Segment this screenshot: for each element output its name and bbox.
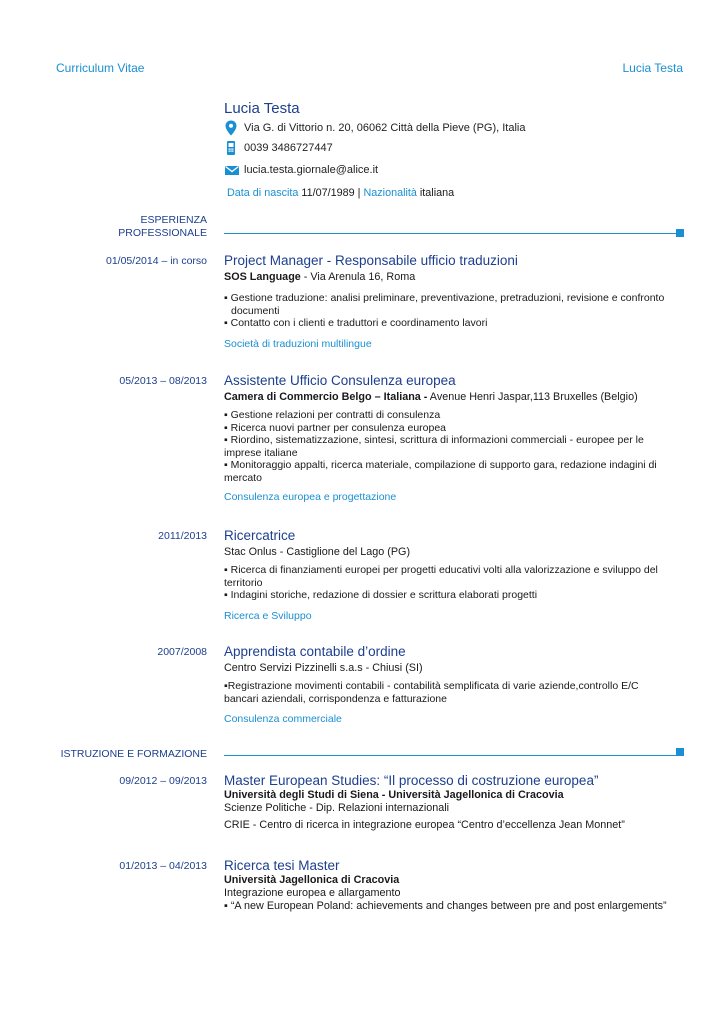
entry-research-center: CRIE - Centro di ricerca in integrazione europea “Centro d’eccellenza Jean Monnet” bbox=[224, 819, 625, 831]
section-rule-marker bbox=[676, 748, 684, 756]
nationality-label: Nazionalità bbox=[363, 187, 417, 199]
bullet: ▪ Indagini storiche, redazione di dossier e scrittura elaborati progetti bbox=[224, 589, 538, 601]
experience-entry bbox=[224, 527, 684, 622]
section-rule bbox=[224, 233, 676, 234]
entry-organization: Centro Servizi Pizzinelli s.a.s - Chiusi (SI) bbox=[224, 662, 423, 674]
entry-faculty: Scienze Politiche - Dip. Relazioni internazionali bbox=[224, 802, 450, 814]
bullet-continuation: territorio bbox=[224, 576, 263, 589]
education-entry bbox=[224, 772, 704, 832]
header-right-label: Lucia Testa bbox=[622, 61, 683, 75]
address-row bbox=[224, 120, 525, 136]
location-pin-icon bbox=[224, 120, 240, 136]
bullet: ▪ Gestione traduzione: analisi preliminare, preventivazione, pretraduzioni, revisione e confronto bbox=[224, 292, 665, 304]
entry-sector: Consulenza commerciale bbox=[224, 713, 342, 725]
section-rule-marker bbox=[676, 229, 684, 237]
separator: | bbox=[357, 187, 361, 199]
header-left-label: Curriculum Vitae bbox=[56, 61, 145, 75]
bullet: ▪ Riordino, sistematizzazione, sintesi, scrittura di informazioni commerciali - europee per le bbox=[224, 434, 644, 446]
entry-topic: Integrazione europea e allargamento bbox=[224, 887, 401, 899]
entry-title: Assistente Ufficio Consulenza europea bbox=[224, 373, 456, 388]
bullet: ▪ Contatto con i clienti e traduttori e coordinamento lavori bbox=[224, 317, 488, 329]
bullet: ▪ Ricerca nuovi partner per consulenza europea bbox=[224, 421, 447, 434]
entry-date: 09/2012 – 09/2013 bbox=[119, 775, 207, 787]
section-heading-experience: ESPERIENZA PROFESSIONALE bbox=[118, 214, 207, 239]
entry-institution: Università Jagellonica di Cracovia bbox=[224, 874, 400, 886]
phone-icon bbox=[224, 140, 240, 156]
section-rule bbox=[224, 755, 676, 756]
experience-entry bbox=[224, 643, 684, 725]
entry-sector: Consulenza europea e progettazione bbox=[224, 491, 397, 503]
bullet-continuation: imprese italiane bbox=[224, 446, 298, 459]
entry-title: Master European Studies: “Il processo di costruzione europea” bbox=[224, 773, 599, 788]
birth-label: Data di nascita bbox=[227, 187, 299, 199]
entry-date: 01/05/2014 – in corso bbox=[106, 255, 207, 267]
email-row bbox=[224, 162, 378, 178]
section-heading-education: ISTRUZIONE E FORMAZIONE bbox=[60, 748, 207, 760]
bullet-continuation: mercato bbox=[224, 471, 262, 484]
birth-nationality-line bbox=[227, 187, 454, 199]
entry-date: 01/2013 – 04/2013 bbox=[119, 860, 207, 872]
entry-sector: Società di traduzioni multilingue bbox=[224, 337, 372, 350]
education-entry bbox=[224, 857, 704, 913]
entry-bullets bbox=[224, 564, 684, 602]
entry-institution: Università degli Studi di Siena - Università Jagellonica di Cracovia bbox=[224, 789, 564, 801]
address-text: Via G. di Vittorio n. 20, 06062 Città della Pieve (PG), Italia bbox=[244, 122, 526, 134]
email-link[interactable]: lucia.testa.giornale@alice.it bbox=[244, 164, 379, 176]
entry-bullets bbox=[224, 409, 684, 484]
entry-title: Project Manager - Responsabile ufficio traduzioni bbox=[224, 253, 518, 268]
entry-date: 2007/2008 bbox=[157, 646, 207, 658]
bullet-continuation: documenti bbox=[231, 304, 280, 317]
bullet: ▪ Ricerca di finanziamenti europei per progetti educativi volti alla valorizzazione e sviluppo del bbox=[224, 564, 658, 576]
phone-text: 0039 3486727447 bbox=[244, 142, 333, 154]
entry-title: Ricercatrice bbox=[224, 528, 296, 543]
entry-bullets bbox=[224, 292, 684, 330]
entry-organization: SOS Language - Via Arenula 16, Roma bbox=[224, 271, 416, 283]
entry-title: Apprendista contabile d’ordine bbox=[224, 644, 406, 659]
bullet: ▪ Gestione relazioni per contratti di consulenza bbox=[224, 409, 441, 421]
entry-thesis: ▪ “A new European Poland: achievements and changes between pre and post enlargements” bbox=[224, 900, 667, 912]
entry-title: Ricerca tesi Master bbox=[224, 858, 340, 873]
entry-organization: Camera di Commercio Belgo – Italiana - Avenue Henri Jaspar,113 Bruxelles (Belgio) bbox=[224, 391, 638, 403]
person-name: Lucia Testa bbox=[224, 100, 300, 117]
phone-row bbox=[224, 140, 333, 156]
bullet-continuation: bancari aziendali, corrispondenza e fatturazione bbox=[224, 692, 447, 705]
bullet: ▪Registrazione movimenti contabili - contabilità semplificata di varie aziende,controllo E/C bbox=[224, 680, 639, 692]
birth-value: 11/07/1989 bbox=[301, 187, 355, 199]
entry-date: 2011/2013 bbox=[158, 530, 207, 542]
entry-date: 05/2013 – 08/2013 bbox=[119, 375, 207, 387]
entry-organization: Stac Onlus - Castiglione del Lago (PG) bbox=[224, 546, 411, 558]
bullet: ▪ Monitoraggio appalti, ricerca materiale, compilazione di supporto gara, redazione indagini di bbox=[224, 459, 657, 471]
experience-entry bbox=[224, 372, 684, 503]
entry-bullets bbox=[224, 680, 684, 705]
nationality-value: italiana bbox=[419, 187, 455, 199]
experience-entry bbox=[224, 252, 684, 350]
envelope-icon bbox=[224, 162, 240, 178]
entry-sector: Ricerca e Sviluppo bbox=[224, 609, 312, 622]
